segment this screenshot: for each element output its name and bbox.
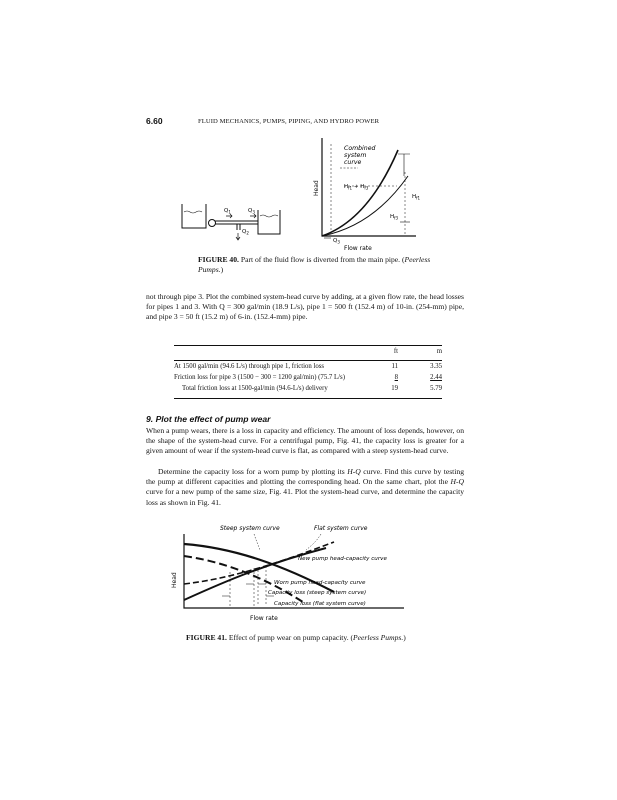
q3-arrow — [250, 214, 256, 218]
table-header-ft: ft — [393, 348, 398, 355]
table-row: At 1500 gal/min (94.6 L/s) through pipe 1, friction loss 11 3.35 — [174, 363, 442, 370]
running-header-title: FLUID MECHANICS, PUMPS, PIPING, AND HYDRO POWER — [198, 118, 380, 125]
fig40-chart — [322, 138, 416, 238]
figure-41-diagram — [166, 520, 446, 630]
combined-label: Combined — [344, 145, 376, 152]
fig41-chart — [184, 534, 404, 608]
paragraph-capacity-loss: Determine the capacity loss for a worn pump by plotting its H-Q curve. Find this curve by testing the pump at different capacities and plotting the corresponding head. On the same chart, plot the H-Q curve for a new pump of the same size, Fig. 41. Plot the system-head curve, and determine the capacity loss as shown in Fig. 41. — [146, 467, 464, 507]
table-header-row — [174, 348, 442, 358]
fig40-axes — [322, 138, 416, 236]
q2-label: $Q_2$ — [242, 229, 249, 236]
fig41-head-axis-label: Head — [171, 572, 178, 588]
steep-leader — [254, 534, 260, 550]
pump-symbol — [209, 220, 216, 227]
water-surface — [184, 211, 202, 213]
hf1-dimension — [398, 154, 410, 176]
paragraph-pipe3: not through pipe 3. Plot the combined system-head curve by adding, at a given flow rate, the head losses for pipes 1 and 3. With Q = 300 gal/min (18.9 L/s), pipe 1 = 500 ft (152.4 m) of 10-in. (254-mm) pipe, and pipe 3 = 50 ft (15.2 m) of 6-in. (152.4-mm) pipe. — [146, 292, 464, 322]
friction-loss-table — [174, 345, 442, 409]
q3-axis-label: $Q_3$ — [333, 238, 340, 245]
suction-tank — [182, 204, 206, 228]
main-pipe — [215, 221, 258, 224]
combined-head-label: $H_{f1} + H_{f3}$ — [344, 184, 369, 191]
fig40-flow-rate-label: Flow rate — [344, 245, 372, 252]
worn-pump-label: Worn pump head-capacity curve — [274, 580, 366, 586]
capacity-loss-steep-label: Capacity loss (steep system curve) — [268, 590, 367, 596]
curve-label: curve — [344, 159, 362, 166]
table-top-rule — [174, 345, 442, 346]
figure-40-caption: FIGURE 40. Part of the fluid flow is diverted from the main pipe. (Peerless Pumps.) — [198, 255, 431, 274]
hf1-label: $H_{f1}$ — [412, 194, 421, 201]
table-row: Friction loss for pipe 3 (1500 − 300 = 1200 gal/min) (75.7 L/s) 8 2.44 — [174, 374, 442, 381]
fig41-flow-rate-label: Flow rate — [250, 615, 278, 622]
table-header-m: m — [436, 348, 442, 355]
table-header-rule — [174, 360, 442, 361]
figure-40-diagram — [168, 130, 438, 255]
new-pump-label: New pump head-capacity curve — [298, 556, 387, 562]
section-heading: 9. Plot the effect of pump wear — [146, 414, 271, 424]
branch-pipe — [237, 224, 240, 230]
branch-arrow — [236, 233, 240, 240]
q1-label: $Q_1$ — [224, 208, 231, 215]
system-label: system — [344, 152, 367, 159]
q1-arrow — [226, 214, 232, 218]
paragraph-pump-wear: When a pump wears, there is a loss in capacity and efficiency. The amount of loss depends, however, on the shape of the system-head curve. For a centrifugal pump, Fig. 41, the capacity loss is greater for a given amount of wear if the system-head curve is flat, as compared with a steep system-head curve. — [146, 426, 464, 456]
discharge-water-surface — [260, 215, 278, 217]
figure-41-caption: FIGURE 41. Effect of pump wear on pump capacity. (Peerless Pumps.) — [186, 633, 406, 642]
steep-intersection-guides — [254, 568, 258, 606]
flat-system-curve-label: Flat system curve — [314, 525, 368, 532]
fig40-head-axis-label: Head — [313, 180, 320, 196]
fig41-axes — [184, 534, 404, 608]
steep-system-curve-label: Steep system curve — [220, 525, 280, 532]
table-bottom-rule — [174, 398, 442, 399]
table-row-total: Total friction loss at 1500-gal/min (94.6-L/s) delivery 19 5.79 — [182, 385, 442, 392]
capacity-loss-flat-label: Capacity loss (flat system curve) — [274, 601, 366, 607]
q3-pipe-label: $Q_3$ — [248, 208, 255, 215]
page-number: 6.60 — [146, 116, 163, 126]
pipe-schematic — [182, 204, 280, 240]
hf3-label: $H_{f3}$ — [390, 214, 399, 221]
discharge-tank — [258, 210, 280, 234]
